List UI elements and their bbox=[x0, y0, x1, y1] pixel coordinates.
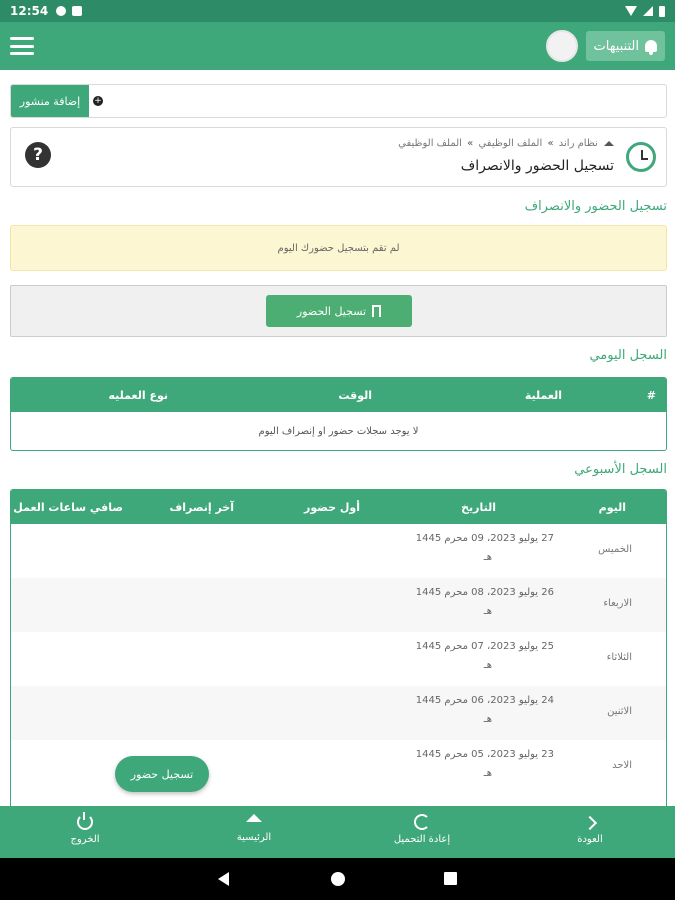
status-app-icon bbox=[56, 6, 66, 16]
breadcrumb bbox=[398, 138, 614, 149]
signal-icon bbox=[643, 6, 653, 16]
add-post-button[interactable]: إضافة منشور bbox=[11, 85, 89, 117]
column-header: # bbox=[646, 389, 656, 402]
table-row bbox=[11, 578, 666, 632]
table-header bbox=[11, 490, 666, 524]
post-bar bbox=[10, 84, 667, 118]
status-time: 12:54 bbox=[10, 4, 49, 18]
row-day: الاربعاء bbox=[603, 598, 632, 609]
table-row bbox=[11, 686, 666, 740]
chevron-left-icon bbox=[583, 816, 597, 830]
row-day: الاحد bbox=[612, 760, 632, 771]
column-header: الوقت bbox=[338, 389, 372, 402]
power-icon bbox=[77, 814, 93, 830]
door-icon bbox=[372, 305, 381, 317]
column-header: أول حضور bbox=[304, 501, 360, 514]
daily-log-title: السجل اليومي bbox=[589, 348, 667, 363]
page-header bbox=[10, 127, 667, 187]
nav-reload[interactable] bbox=[372, 814, 472, 845]
nav-back[interactable] bbox=[540, 814, 640, 845]
reload-icon bbox=[414, 814, 430, 830]
weekly-log-title: السجل الأسبوعي bbox=[574, 462, 667, 477]
table-row bbox=[11, 524, 666, 578]
plus-circle-icon[interactable]: + bbox=[94, 96, 102, 106]
page-title: تسجيل الحضور والانصراف bbox=[460, 158, 614, 174]
row-date: 25 يوليو 2023، 07 محرم 1445 bbox=[415, 641, 554, 652]
row-day: الاثنين bbox=[607, 706, 632, 717]
row-date: 26 يوليو 2023، 08 محرم 1445 bbox=[415, 587, 554, 598]
clock-icon bbox=[626, 142, 656, 172]
table-row bbox=[11, 740, 666, 794]
checkin-fab[interactable]: تسجيل حضور bbox=[115, 756, 209, 792]
table-header bbox=[11, 378, 666, 412]
bottom-nav bbox=[0, 806, 675, 858]
table-row bbox=[11, 632, 666, 686]
row-day: الخميس bbox=[598, 544, 632, 555]
row-date: 27 يوليو 2023، 09 محرم 1445 bbox=[415, 533, 554, 544]
row-day: الثلاثاء bbox=[606, 652, 632, 663]
notifications-button[interactable] bbox=[586, 31, 665, 61]
app-bar bbox=[0, 22, 675, 70]
status-right bbox=[625, 6, 665, 17]
system-recents-icon[interactable] bbox=[444, 872, 457, 885]
checkin-panel bbox=[10, 285, 667, 337]
column-header: العملية bbox=[524, 389, 562, 402]
section-title: تسجيل الحضور والانصراف bbox=[524, 199, 667, 214]
menu-icon[interactable] bbox=[10, 37, 34, 55]
row-date-suffix: هـ bbox=[483, 606, 492, 617]
nav-back-label: العودة bbox=[577, 834, 603, 845]
row-date: 23 يوليو 2023، 05 محرم 1445 bbox=[415, 749, 554, 760]
row-date-suffix: هـ bbox=[483, 768, 492, 779]
column-header: آخر إنصراف bbox=[169, 501, 234, 514]
breadcrumb-separator: » bbox=[547, 138, 554, 149]
breadcrumb-separator: » bbox=[467, 138, 474, 149]
nav-reload-label: إعادة التحميل bbox=[393, 834, 451, 845]
status-bar bbox=[0, 0, 675, 22]
bell-icon bbox=[645, 40, 657, 52]
notifications-label: التنبيهات bbox=[593, 38, 639, 54]
wifi-icon bbox=[625, 6, 637, 16]
nav-home-label: الرئيسية bbox=[236, 832, 272, 843]
row-date-suffix: هـ bbox=[483, 552, 492, 563]
nav-home[interactable] bbox=[204, 814, 304, 843]
daily-log-table bbox=[10, 377, 667, 451]
home-icon bbox=[246, 814, 262, 822]
breadcrumb-item: الملف الوظيفي bbox=[398, 138, 462, 149]
sim-icon bbox=[72, 6, 82, 16]
checkin-button-label: تسجيل الحضور bbox=[296, 304, 367, 318]
column-header: صافي ساعات العمل bbox=[13, 501, 123, 514]
row-date-suffix: هـ bbox=[483, 714, 492, 725]
system-home-icon[interactable] bbox=[331, 872, 345, 886]
column-header: اليوم bbox=[598, 501, 626, 514]
home-icon[interactable] bbox=[604, 141, 614, 146]
warning-alert: لم تقم بتسجيل حضورك اليوم bbox=[10, 225, 667, 271]
breadcrumb-item[interactable]: الملف الوظيفي bbox=[478, 138, 543, 149]
empty-message: لا يوجد سجلات حضور او إنصراف اليوم bbox=[258, 425, 419, 437]
system-nav-bar bbox=[0, 858, 675, 900]
column-header: التاريخ bbox=[461, 501, 496, 514]
help-icon[interactable]: ? bbox=[25, 142, 51, 168]
nav-logout[interactable] bbox=[35, 814, 135, 845]
app-bar-tools bbox=[546, 30, 665, 62]
row-date-suffix: هـ bbox=[483, 660, 492, 671]
battery-icon bbox=[659, 6, 665, 17]
system-back-icon[interactable] bbox=[218, 872, 229, 886]
checkin-button[interactable] bbox=[266, 295, 412, 327]
row-date: 24 يوليو 2023، 06 محرم 1445 bbox=[415, 695, 554, 706]
column-header: نوع العمليه bbox=[108, 389, 168, 402]
breadcrumb-item[interactable]: نظام راند bbox=[558, 138, 598, 149]
avatar[interactable] bbox=[546, 30, 578, 62]
weekly-log-table bbox=[10, 489, 667, 807]
nav-logout-label: الخروج bbox=[70, 834, 100, 845]
